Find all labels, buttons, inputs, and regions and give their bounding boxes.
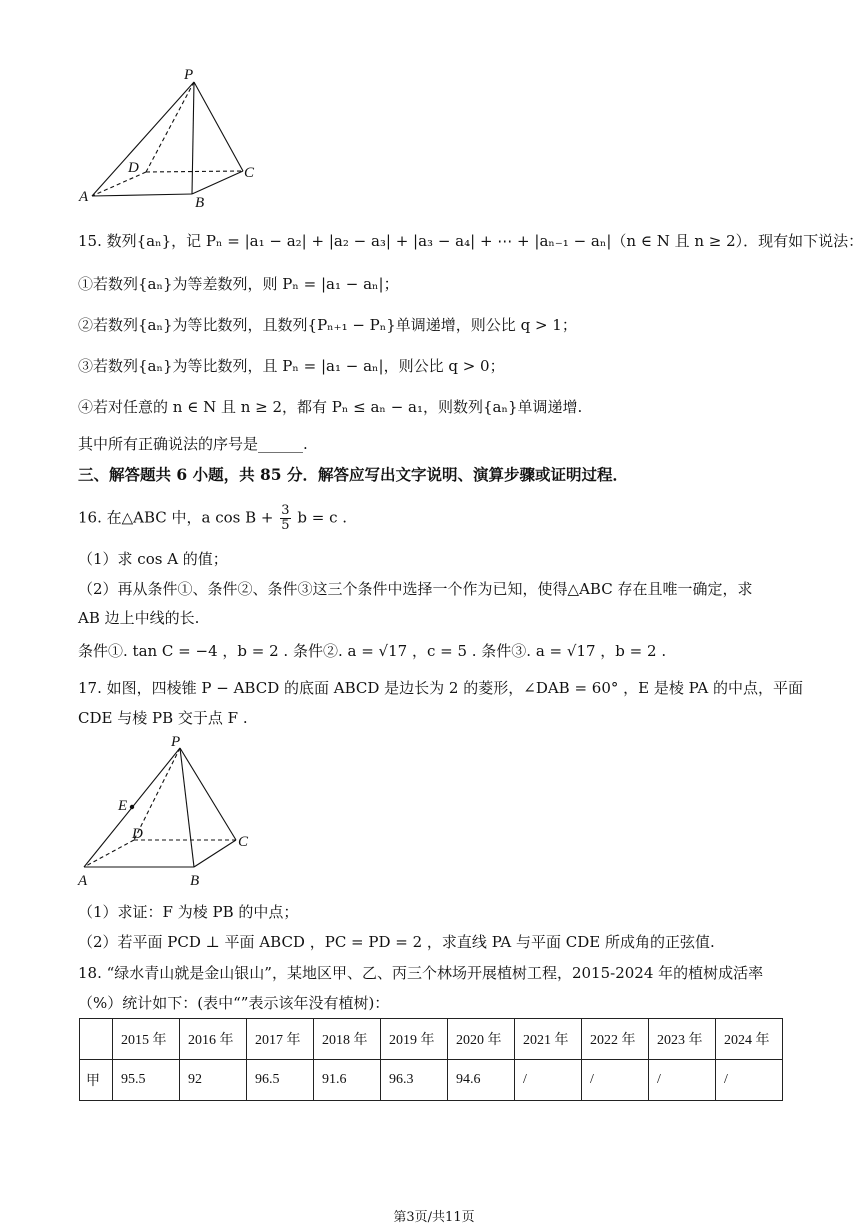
- q16-part-1: （1）求 cos A 的值；: [78, 550, 228, 568]
- table-header-cell: 2019 年: [381, 1019, 448, 1060]
- table-cell: /: [649, 1060, 716, 1101]
- table-header-cell: 2017 年: [247, 1019, 314, 1060]
- table-header-cell: 2020 年: [448, 1019, 515, 1060]
- table-header-cell: 2023 年: [649, 1019, 716, 1060]
- edge-pb: [192, 82, 194, 194]
- table-header-cell: 2016 年: [180, 1019, 247, 1060]
- label-p: P: [171, 734, 181, 750]
- table-header-cell: 2015 年: [113, 1019, 180, 1060]
- edge-dc-hidden: [146, 171, 243, 172]
- q16-frac-den: 5: [281, 518, 290, 533]
- label-c: C: [244, 165, 255, 181]
- table-cell: /: [716, 1060, 783, 1101]
- label-b: B: [190, 873, 200, 889]
- table-header-cell: 2021 年: [515, 1019, 582, 1060]
- table-cell: 96.3: [381, 1060, 448, 1101]
- label-a: A: [79, 189, 89, 205]
- table-row-label: 甲: [80, 1060, 113, 1101]
- q17-stem-a: 17. 如图，四棱锥 P − ABCD 的底面 ABCD 是边长为 2 的菱形，∠DAB = 60° ，E 是棱 PA 的中点，平面: [78, 679, 803, 697]
- q16-stem: [78, 504, 347, 533]
- label-a: A: [78, 873, 88, 889]
- table-cell: /: [515, 1060, 582, 1101]
- label-c: C: [238, 834, 249, 850]
- q15-statement-3: ③若数列{aₙ}为等比数列，且 Pₙ = |a₁ − aₙ|，则公比 q > 0；: [78, 357, 505, 375]
- point-e: [130, 805, 134, 809]
- edge-pc: [180, 748, 236, 840]
- q17-part-2: （2）若平面 PCD ⊥ 平面 ABCD ，PC = PD = 2 ，求直线 PA 与平面 CDE 所成角的正弦值.: [78, 933, 715, 951]
- q16-part-2a: （2）再从条件①、条件②、条件③这三个条件中选择一个作为已知，使得△ABC 存在且唯一确定，求: [78, 580, 753, 598]
- section-3-heading: 三、解答题共 6 小题，共 85 分．解答应写出文字说明、演算步骤或证明过程．: [78, 465, 628, 484]
- table-header-cell: 2018 年: [314, 1019, 381, 1060]
- edge-pc: [194, 82, 243, 171]
- table-corner-cell: [80, 1019, 113, 1060]
- edge-bc: [194, 840, 236, 867]
- label-p: P: [184, 67, 194, 83]
- edge-pa: [92, 82, 194, 196]
- pyramid-figure-1: [76, 64, 276, 214]
- q16-stem-suffix: b = c .: [297, 508, 348, 527]
- q15-ask: 其中所有正确说法的序号是______.: [78, 435, 308, 453]
- label-d: D: [132, 826, 143, 842]
- q18-stem-b: （%）统计如下：(表中“”表示该年没有植树)：: [78, 994, 390, 1012]
- label-d: D: [128, 160, 139, 176]
- q18-stem-a: 18. “绿水青山就是金山银山”，某地区甲、乙、丙三个林场开展植树工程，2015-2024 年的植树成活率: [78, 964, 764, 982]
- table-cell: 96.5: [247, 1060, 314, 1101]
- edge-da-hidden: [84, 840, 134, 867]
- page-footer: 第3页/共11页: [393, 1210, 475, 1225]
- label-b: B: [195, 195, 205, 211]
- table-cell: 95.5: [113, 1060, 180, 1101]
- table-cell: /: [582, 1060, 649, 1101]
- q15-stem: 15. 数列{aₙ}，记 Pₙ = |a₁ − a₂| + |a₂ − a₃| + |a₃ − a₄| + ⋯ + |aₙ₋₁ − aₙ|（n ∈ N 且 n ≥ 2）．现有如下说法：: [78, 232, 864, 250]
- q16-part-2b: AB 边上中线的长.: [78, 609, 200, 627]
- q17-part-1: （1）求证：F 为棱 PB 的中点；: [78, 903, 299, 921]
- q15-statement-1: ①若数列{aₙ}为等差数列，则 Pₙ = |a₁ − aₙ|；: [78, 275, 399, 293]
- table-cell: 92: [180, 1060, 247, 1101]
- edge-ab: [92, 194, 192, 196]
- survival-rate-table: [79, 1018, 783, 1101]
- table-cell: 94.6: [448, 1060, 515, 1101]
- q16-fraction: [280, 504, 290, 533]
- table-header-cell: 2024 年: [716, 1019, 783, 1060]
- label-e: E: [118, 798, 128, 814]
- pyramid-figure-2: [74, 734, 264, 889]
- edge-pb: [180, 748, 194, 867]
- q15-statement-4: ④若对任意的 n ∈ N 且 n ≥ 2，都有 Pₙ ≤ aₙ − a₁，则数列{aₙ}单调递增.: [78, 398, 583, 416]
- edge-bc: [192, 171, 243, 194]
- table-row: [80, 1060, 783, 1101]
- table-header-cell: 2022 年: [582, 1019, 649, 1060]
- table-header-row: [80, 1019, 783, 1060]
- q16-conditions: 条件①. tan C = −4 ，b = 2 . 条件②. a = √17 ，c = 5 . 条件③. a = √17 ，b = 2 .: [78, 642, 667, 660]
- q16-frac-num: 3: [281, 503, 290, 518]
- q15-statement-2: ②若数列{aₙ}为等比数列，且数列{Pₙ₊₁ − Pₙ}单调递增，则公比 q > 1；: [78, 316, 577, 334]
- table-cell: 91.6: [314, 1060, 381, 1101]
- q17-stem-b: CDE 与棱 PB 交于点 F .: [78, 709, 248, 727]
- q16-stem-prefix: 16. 在△ABC 中，a cos B +: [78, 508, 274, 527]
